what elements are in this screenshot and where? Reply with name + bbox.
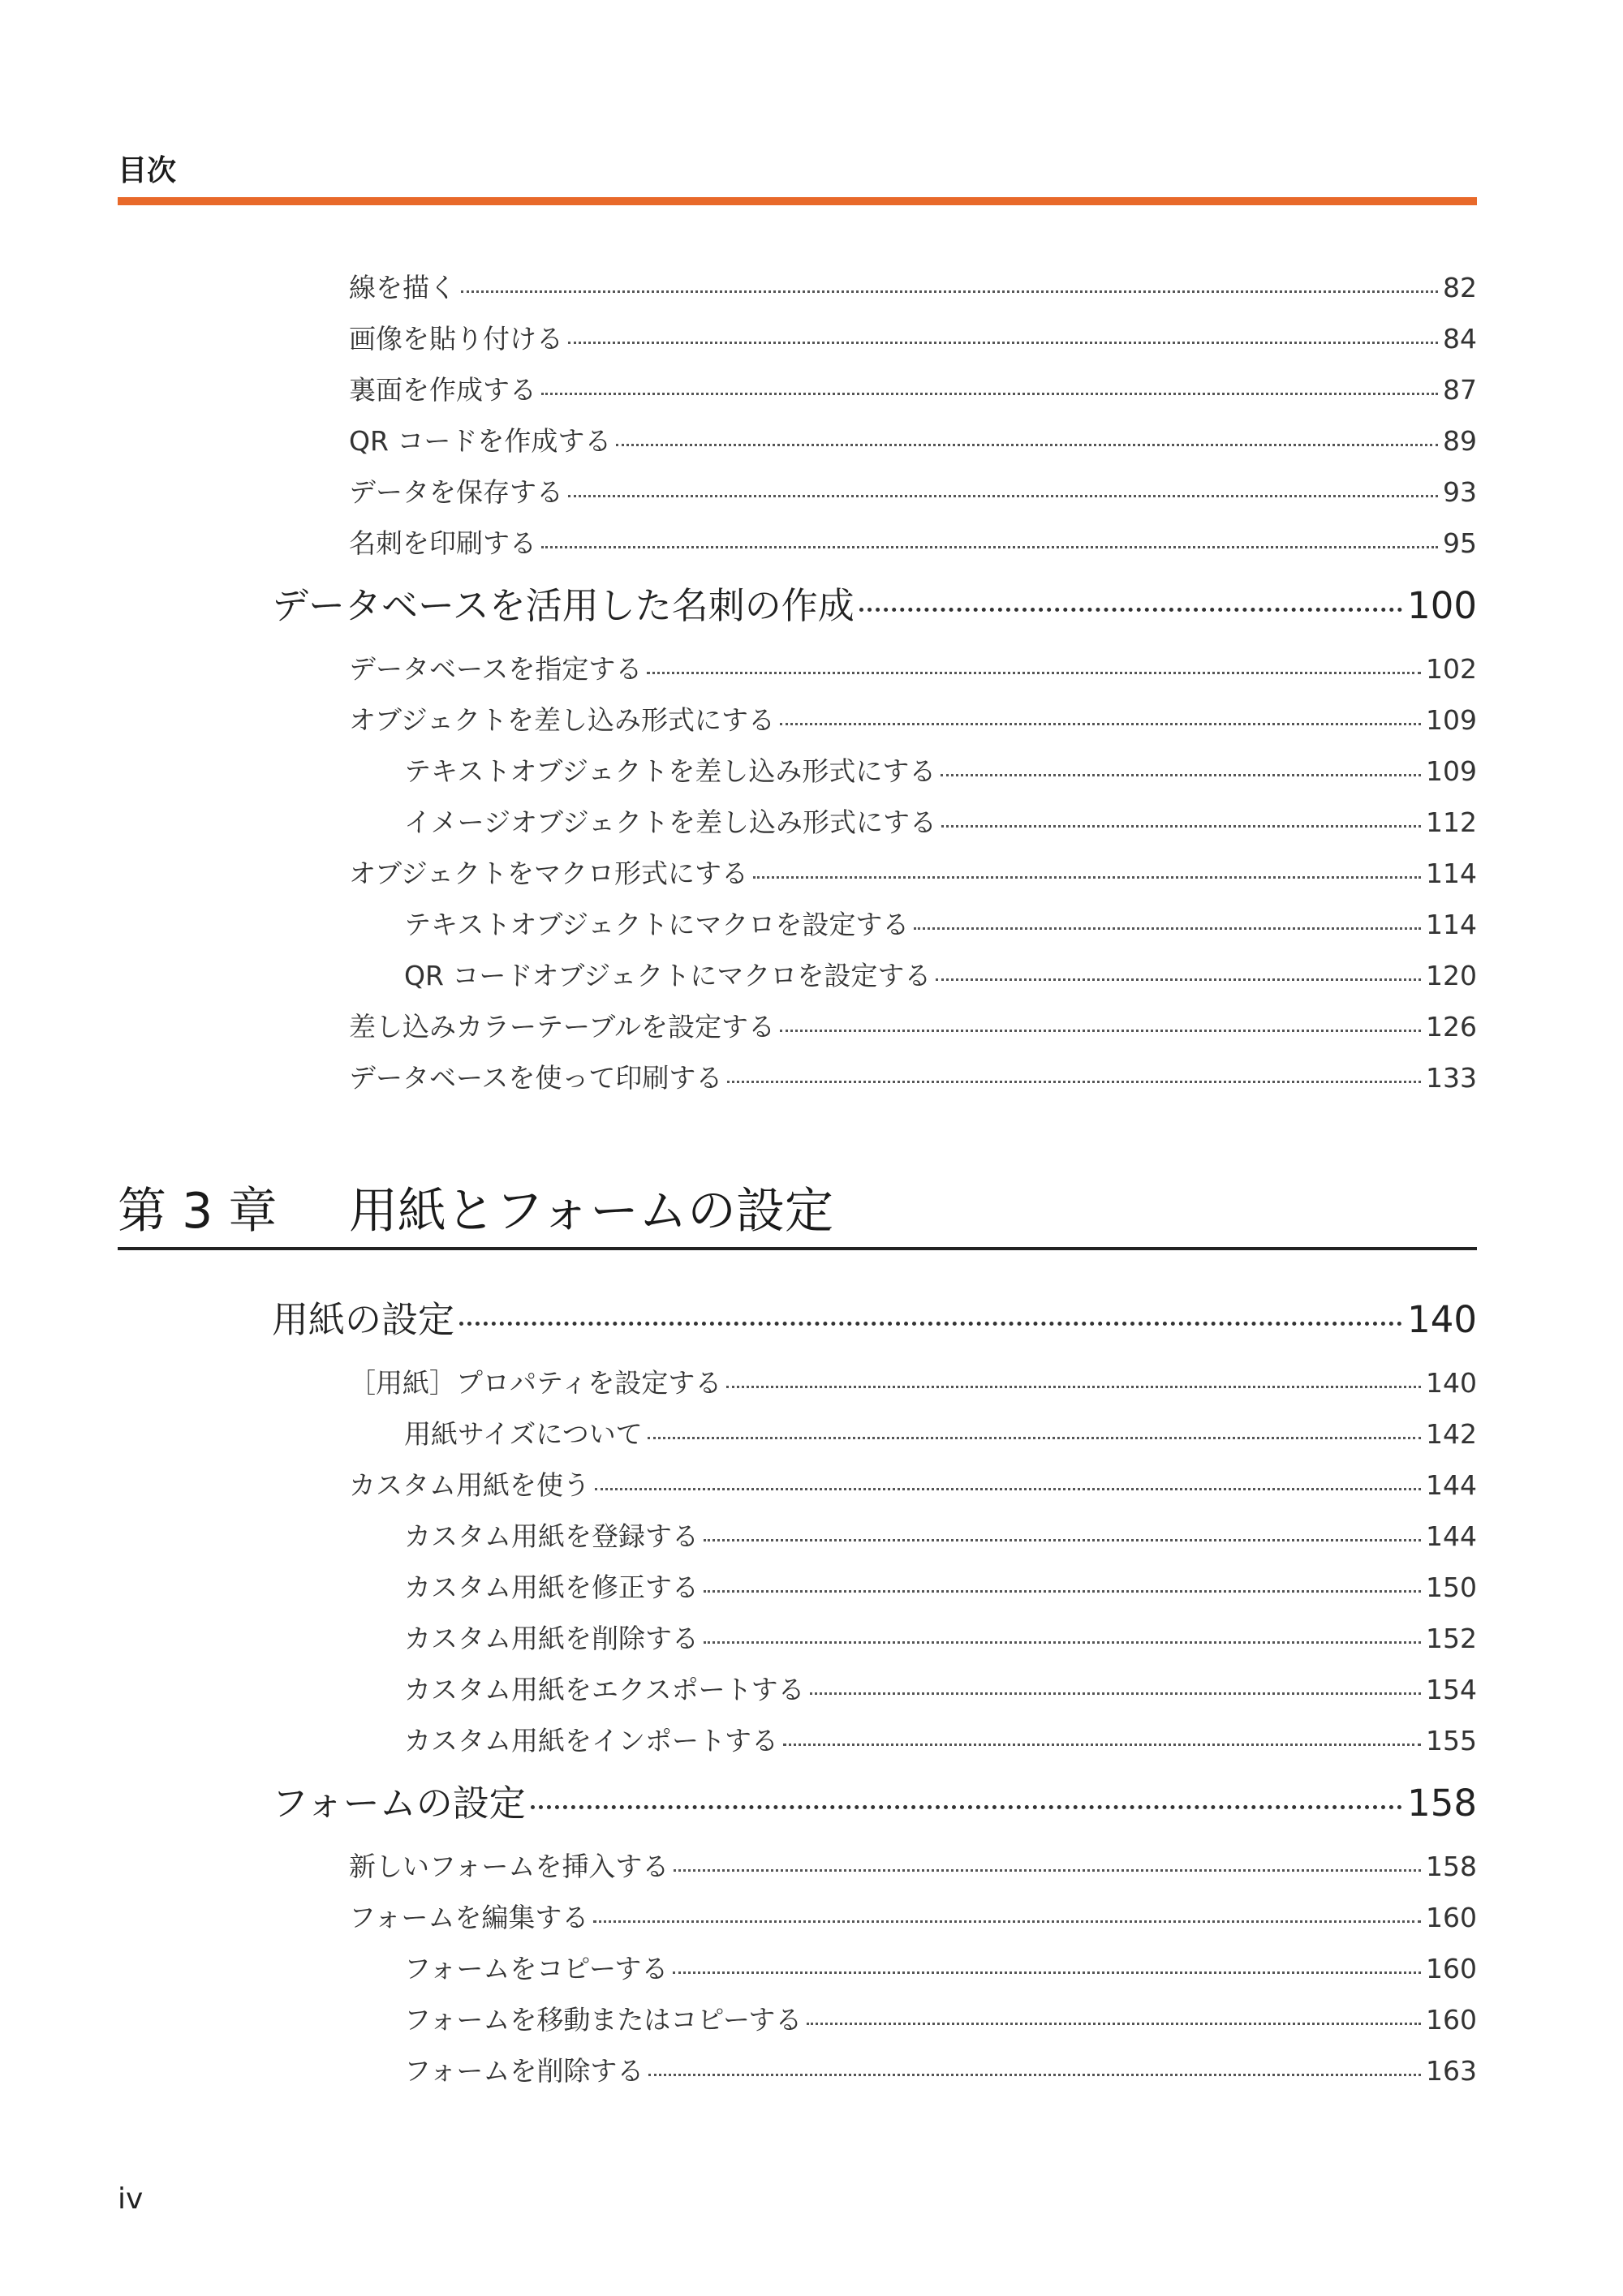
dot-leader	[780, 723, 1421, 725]
toc-subentry[interactable]	[404, 1951, 1477, 1987]
toc-entry-page: 84	[1443, 323, 1477, 355]
toc-subentry[interactable]	[404, 1417, 1477, 1452]
dot-leader	[616, 444, 1438, 446]
toc-entry[interactable]	[349, 475, 1477, 510]
dot-leader	[568, 342, 1438, 344]
toc-entry-page: 93	[1443, 476, 1477, 508]
toc-entry-title: カスタム用紙を登録する	[404, 1520, 699, 1552]
toc-entry-page: 133	[1426, 1062, 1477, 1094]
toc-entry-title: 用紙サイズについて	[404, 1418, 643, 1450]
toc-entry[interactable]	[349, 651, 1477, 687]
page-number: iv	[118, 2182, 144, 2216]
dot-leader	[727, 1081, 1421, 1083]
toc-entry-title: フォームを編集する	[349, 1902, 589, 1933]
toc-subentry[interactable]	[404, 1621, 1477, 1657]
dot-leader	[914, 927, 1421, 930]
toc-entry-title: データベースを使って印刷する	[349, 1062, 723, 1094]
toc-entry-page: 160	[1426, 1953, 1477, 1984]
chapter-number: 第 3 章	[118, 1183, 278, 1240]
dot-leader	[780, 1030, 1421, 1032]
dot-leader	[459, 1322, 1402, 1326]
dot-leader	[753, 876, 1421, 879]
toc-entry-title: フォームを削除する	[404, 2055, 644, 2087]
dot-leader	[859, 608, 1402, 612]
toc-entry-title: 画像を貼り付ける	[349, 323, 563, 355]
toc-entry-page: 163	[1426, 2055, 1477, 2087]
toc-entry-page: 150	[1426, 1572, 1477, 1603]
toc-entry-title: カスタム用紙をインポートする	[404, 1725, 779, 1756]
toc-entry-page: 155	[1426, 1725, 1477, 1756]
toc-entry[interactable]	[349, 526, 1477, 561]
toc-subentry[interactable]	[404, 958, 1477, 994]
toc-section-title: フォームの設定	[272, 1782, 526, 1825]
toc-subentry[interactable]	[404, 1570, 1477, 1606]
toc-entry-title: オブジェクトをマクロ形式にする	[349, 858, 749, 889]
dot-leader	[936, 978, 1421, 981]
toc-entry-page: 158	[1426, 1851, 1477, 1882]
toc-subentry[interactable]	[404, 1519, 1477, 1554]
toc-entry[interactable]	[349, 270, 1477, 306]
dot-leader	[461, 290, 1438, 293]
toc-entry[interactable]	[349, 372, 1477, 408]
dot-leader	[648, 2074, 1421, 2076]
toc-section-page: 140	[1407, 1298, 1477, 1341]
toc-entry-page: 154	[1426, 1674, 1477, 1705]
toc-entry[interactable]	[349, 321, 1477, 357]
toc-section-title: データベースを活用した名刺の作成	[272, 584, 855, 627]
toc-entry-title: QR コードオブジェクトにマクロを設定する	[404, 960, 932, 991]
dot-leader	[531, 1805, 1402, 1809]
dot-leader	[568, 495, 1438, 497]
dot-leader	[674, 1869, 1421, 1872]
dot-leader	[541, 393, 1438, 395]
chapter-title: 用紙とフォームの設定	[349, 1183, 833, 1240]
toc-entry-page: 95	[1443, 527, 1477, 559]
dot-leader	[673, 1971, 1421, 1974]
dot-leader	[726, 1386, 1421, 1388]
toc-entry-page: 126	[1426, 1011, 1477, 1043]
toc-entry-page: 140	[1426, 1367, 1477, 1399]
toc-section-form[interactable]	[272, 1780, 1477, 1827]
toc-entry-title: テキストオブジェクトにマクロを設定する	[404, 909, 910, 940]
toc-entry-title: イメージオブジェクトを差し込み形式にする	[404, 806, 937, 838]
dot-leader	[595, 1488, 1421, 1490]
toc-subentry[interactable]	[404, 805, 1477, 841]
toc-subentry[interactable]	[404, 1672, 1477, 1708]
toc-entry[interactable]	[349, 1365, 1477, 1401]
toc-subentry[interactable]	[404, 754, 1477, 789]
toc-entry-page: 109	[1426, 755, 1477, 787]
toc-entry-title: 名刺を印刷する	[349, 527, 536, 559]
toc-entry-title: 新しいフォームを挿入する	[349, 1851, 669, 1882]
toc-subentry[interactable]	[404, 2002, 1477, 2038]
toc-entry-title: カスタム用紙を使う	[349, 1469, 590, 1501]
toc-entry-title: カスタム用紙を削除する	[404, 1623, 699, 1654]
toc-entry-title: カスタム用紙を修正する	[404, 1572, 699, 1603]
toc-entry[interactable]	[349, 1900, 1477, 1936]
toc-entry-title: ［用紙］プロパティを設定する	[349, 1367, 722, 1399]
toc-entry-title: フォームを移動またはコピーする	[404, 2004, 803, 2036]
toc-section-paper[interactable]	[272, 1296, 1477, 1344]
toc-section-database[interactable]	[272, 583, 1477, 630]
toc-entry-page: 144	[1426, 1520, 1477, 1552]
toc-entry[interactable]	[349, 424, 1477, 459]
toc-section-title: 用紙の設定	[272, 1298, 455, 1341]
toc-entry-title: オブジェクトを差し込み形式にする	[349, 704, 776, 736]
toc-entry-title: QR コードを作成する	[349, 425, 612, 457]
toc-entry-page: 87	[1443, 374, 1477, 406]
dot-leader	[593, 1920, 1421, 1923]
dot-leader	[810, 1692, 1421, 1695]
toc-entry-page: 152	[1426, 1623, 1477, 1654]
toc-entry[interactable]	[349, 1009, 1477, 1045]
toc-entry[interactable]	[349, 1468, 1477, 1503]
toc-subentry[interactable]	[404, 907, 1477, 943]
toc-entry[interactable]	[349, 1849, 1477, 1885]
toc-entry[interactable]	[349, 703, 1477, 738]
toc-entry-page: 82	[1443, 272, 1477, 303]
header-title: 目次	[118, 154, 177, 187]
toc-entry[interactable]	[349, 856, 1477, 892]
toc-entry-page: 89	[1443, 425, 1477, 457]
dot-leader	[704, 1641, 1421, 1644]
toc-entry-title: 裏面を作成する	[349, 374, 536, 406]
toc-entry-page: 142	[1426, 1418, 1477, 1450]
toc-entry[interactable]	[349, 1060, 1477, 1096]
dot-leader	[541, 546, 1438, 548]
toc-subentry[interactable]	[404, 1723, 1477, 1759]
toc-section-page: 158	[1407, 1782, 1477, 1825]
toc-entry-page: 112	[1426, 806, 1477, 838]
toc-entry-page: 114	[1426, 858, 1477, 889]
dot-leader	[647, 672, 1421, 674]
toc-entry-title: データを保存する	[349, 476, 563, 508]
dot-leader	[807, 2023, 1421, 2025]
toc-entry-title: テキストオブジェクトを差し込み形式にする	[404, 755, 936, 787]
toc-entry-title: 差し込みカラーテーブルを設定する	[349, 1011, 776, 1043]
toc-entry-page: 120	[1426, 960, 1477, 991]
toc-entry-title: 線を描く	[349, 272, 456, 303]
toc-entry-page: 114	[1426, 909, 1477, 940]
toc-section-page: 100	[1407, 584, 1477, 627]
toc-entry-page: 160	[1426, 2004, 1477, 2036]
toc-entry-title: フォームをコピーする	[404, 1953, 669, 1984]
toc-entry-title: データベースを指定する	[349, 653, 643, 685]
dot-leader	[704, 1539, 1421, 1541]
dot-leader	[941, 774, 1421, 776]
dot-leader	[704, 1590, 1421, 1593]
toc-subentry[interactable]	[404, 2053, 1477, 2089]
toc-entry-title: カスタム用紙をエクスポートする	[404, 1674, 805, 1705]
toc-entry-page: 102	[1426, 653, 1477, 685]
dot-leader	[783, 1743, 1421, 1746]
toc-entry-page: 160	[1426, 1902, 1477, 1933]
dot-leader	[941, 825, 1421, 828]
toc-entry-page: 109	[1426, 704, 1477, 736]
toc-entry-page: 144	[1426, 1469, 1477, 1501]
dot-leader	[648, 1437, 1421, 1439]
chapter-rule	[118, 1247, 1477, 1250]
